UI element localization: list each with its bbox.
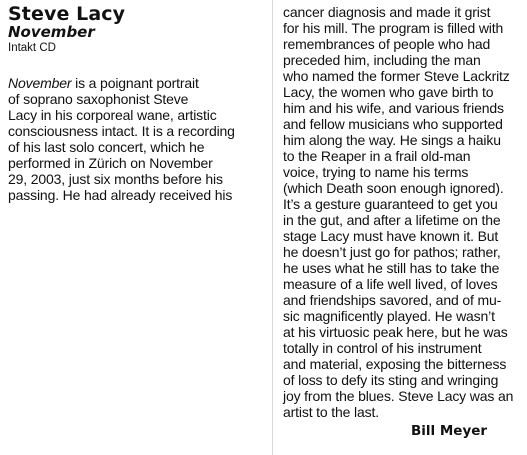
body-line-text: performed in Zürich on November xyxy=(8,155,213,171)
body-line xyxy=(8,107,258,123)
body-line: artist to the last. xyxy=(283,404,379,420)
left-column xyxy=(8,4,258,203)
body-line xyxy=(8,75,258,91)
body-line: voice, trying to name his terms xyxy=(283,164,469,180)
body-line: and material, exposing the bitterness xyxy=(283,356,507,372)
body-line: and friendships savored, and of mu- xyxy=(283,292,502,308)
body-line: of loss to defy its sting and wringing xyxy=(283,372,499,388)
review-body-continued xyxy=(283,4,523,420)
album-title-inline: November xyxy=(8,75,72,91)
body-line: cancer diagnosis and made it grist xyxy=(283,4,491,20)
body-line xyxy=(8,91,258,107)
body-line-text: Lacy in his corporeal wane, artistic xyxy=(8,107,217,123)
review-body-start xyxy=(8,75,258,203)
body-line xyxy=(8,139,258,155)
body-line-text: passing. He had already received his xyxy=(8,187,233,203)
body-line: him along the way. He sings a haiku xyxy=(283,132,501,148)
author-byline: Bill Meyer xyxy=(411,423,488,439)
record-label: Intakt CD xyxy=(8,42,56,54)
artist-title: Steve Lacy xyxy=(8,3,126,25)
body-line: totally in control of his instrument xyxy=(283,340,482,356)
body-line: for his mill. The program is filled with xyxy=(283,20,504,36)
body-line: preceded him, including the man xyxy=(283,52,481,68)
body-line: to the Reaper in a frail old-man xyxy=(283,148,471,164)
body-line: Lacy, the women who gave birth to xyxy=(283,84,494,100)
body-line: in the gut, and after a lifetime on the xyxy=(283,212,501,228)
body-line: him and his wife, and various friends xyxy=(283,100,504,116)
right-column xyxy=(283,4,523,440)
body-line: and fellow musicians who supported xyxy=(283,116,503,132)
body-line: sic magnificently played. He wasn’t xyxy=(283,308,495,324)
body-line: at his virtuosic peak here, but he was xyxy=(283,324,508,340)
body-line-text: of soprano saxophonist Steve xyxy=(8,91,189,107)
body-line: stage Lacy must have known it. But xyxy=(283,228,499,244)
body-line xyxy=(8,123,258,139)
body-line: It’s a gesture guaranteed to get you xyxy=(283,196,498,212)
body-line xyxy=(8,155,258,171)
body-line: who named the former Steve Lackritz xyxy=(283,68,510,84)
column-divider xyxy=(272,0,273,455)
body-line-text: 29, 2003, just six months before his xyxy=(8,171,223,187)
body-line xyxy=(8,187,258,203)
body-line xyxy=(8,171,258,187)
album-title: November xyxy=(8,23,95,41)
body-line: he uses what he still has to take the xyxy=(283,260,500,276)
body-line-text: consciousness intact. It is a recording xyxy=(8,123,235,139)
body-line: remembrances of people who had xyxy=(283,36,491,52)
body-line: measure of a life well lived, of loves xyxy=(283,276,498,292)
body-line-text: of his last solo concert, which he xyxy=(8,139,205,155)
body-line: he doesn’t just go for pathos; rather, xyxy=(283,244,501,260)
body-line-text: is a poignant portrait xyxy=(71,75,199,91)
body-line: joy from the blues. Steve Lacy was an xyxy=(283,388,514,404)
body-line: (which Death soon enough ignored). xyxy=(283,180,504,196)
